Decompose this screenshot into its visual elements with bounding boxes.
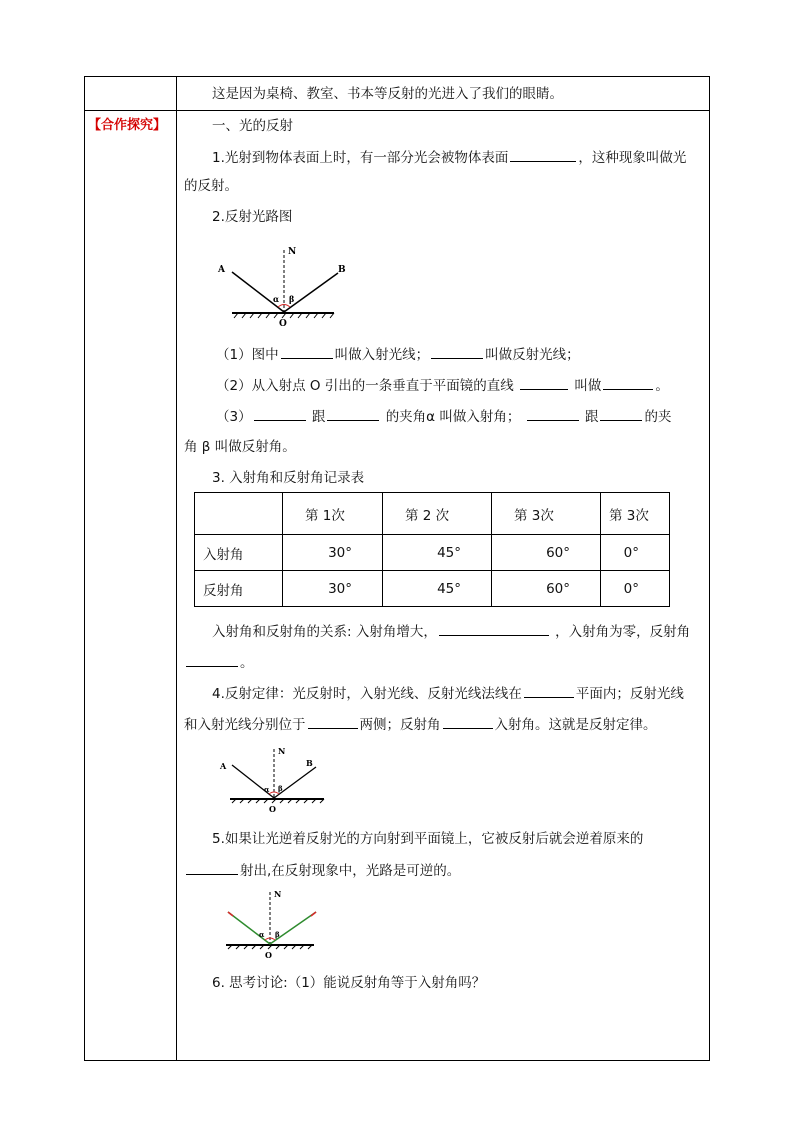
reflection-diagram-1 bbox=[210, 240, 350, 330]
label-n: N bbox=[288, 247, 297, 257]
relation-text-a: 入射角和反射角的关系: 入射角增大， bbox=[212, 624, 437, 640]
q2-3-blank-2[interactable] bbox=[327, 407, 379, 421]
q2-1-text-a: （1）图中 bbox=[216, 347, 279, 363]
table-cell: 60° bbox=[492, 535, 601, 571]
label-n: N bbox=[278, 746, 286, 756]
q4-blank-1[interactable] bbox=[524, 684, 574, 698]
incident-ray bbox=[232, 272, 284, 312]
label-o: O bbox=[265, 950, 272, 960]
reflected-ray-tip bbox=[311, 912, 316, 916]
table-header-row bbox=[195, 493, 670, 535]
label-a: A bbox=[220, 761, 227, 771]
question-2-3-line-2: 角 β 叫做反射角。 bbox=[184, 439, 296, 455]
table-cell: 30° bbox=[283, 571, 383, 607]
label-o: O bbox=[269, 804, 276, 814]
question-2-1 bbox=[216, 345, 580, 364]
q1-text-b: ，这种现象叫做光 bbox=[578, 150, 687, 166]
label-b: B bbox=[306, 758, 313, 768]
table-header-cell: 第 3次 bbox=[492, 493, 601, 535]
question-1-line-2: 的反射。 bbox=[184, 178, 238, 194]
question-3-title: 3. 入射角和反射角记录表 bbox=[212, 470, 365, 486]
table-header-cell bbox=[195, 493, 283, 535]
q4-text-a: 4.反射定律：光反射时，入射光线、反射光线法线在 bbox=[212, 686, 522, 702]
q2-3-blank-3[interactable] bbox=[527, 407, 579, 421]
q5-text-b: 射出,在反射现象中，光路是可逆的。 bbox=[240, 863, 461, 879]
relation-line-1 bbox=[212, 622, 690, 641]
frame-right bbox=[709, 76, 710, 1061]
table-row-label: 反射角 bbox=[195, 571, 283, 607]
label-b: B bbox=[338, 265, 346, 275]
question-2-title: 2.反射光路图 bbox=[212, 209, 293, 225]
q4-text-c: 和入射光线分别位于 bbox=[184, 717, 306, 733]
q1-text-a: 1.光射到物体表面上时，有一部分光会被物体表面 bbox=[212, 150, 509, 166]
angle-record-table bbox=[194, 492, 670, 607]
label-alpha: α bbox=[273, 294, 280, 304]
q2-2-blank-2[interactable] bbox=[603, 376, 653, 390]
question-5-line-1: 5.如果让光逆着反射光的方向射到平面镜上，它被反射后就会逆着原来的 bbox=[212, 831, 644, 847]
frame-top bbox=[84, 76, 710, 77]
table-row bbox=[195, 571, 670, 607]
reflection-diagram-3 bbox=[214, 888, 324, 960]
q2-1-text-c: 叫做反射光线； bbox=[485, 347, 580, 363]
label-alpha: α bbox=[259, 930, 265, 939]
incident-ray-tip bbox=[228, 912, 233, 916]
frame-column-divider bbox=[176, 76, 177, 1061]
q4-text-e: 入射角。这就是反射定律。 bbox=[494, 717, 657, 733]
table-cell: 30° bbox=[283, 535, 383, 571]
q2-1-blank-2[interactable] bbox=[431, 345, 483, 359]
relation-blank-1[interactable] bbox=[439, 622, 549, 636]
reflected-ray bbox=[274, 767, 316, 798]
q2-3-blank-4[interactable] bbox=[600, 407, 642, 421]
label-n: N bbox=[274, 889, 282, 899]
relation-text-c: 。 bbox=[240, 655, 254, 671]
table-header-cell: 第 3次 bbox=[601, 493, 670, 535]
q5-blank[interactable] bbox=[186, 861, 238, 875]
q2-1-blank-1[interactable] bbox=[281, 345, 333, 359]
table-row-label: 入射角 bbox=[195, 535, 283, 571]
relation-line-2 bbox=[184, 653, 254, 672]
reflected-ray bbox=[284, 273, 338, 312]
label-beta: β bbox=[278, 784, 283, 793]
table-cell: 60° bbox=[492, 571, 601, 607]
q2-1-text-b: 叫做入射光线； bbox=[334, 347, 430, 363]
q2-3-text-c: 的夹角α 叫做入射角； bbox=[385, 409, 521, 425]
relation-text-b: ，入射角为零，反射角 bbox=[555, 624, 691, 640]
label-beta: β bbox=[289, 294, 295, 304]
question-4-line-1 bbox=[212, 684, 684, 703]
q4-blank-2[interactable] bbox=[308, 715, 358, 729]
label-alpha: α bbox=[264, 785, 270, 794]
q4-text-d: 两侧；反射角 bbox=[359, 717, 441, 733]
table-cell: 45° bbox=[383, 571, 492, 607]
label-o: O bbox=[279, 319, 287, 329]
section-label: 【合作探究】 bbox=[88, 118, 167, 133]
frame-bottom bbox=[84, 1060, 710, 1061]
q2-3-blank-1[interactable] bbox=[254, 407, 306, 421]
q4-blank-3[interactable] bbox=[443, 715, 493, 729]
table-cell: 0° bbox=[601, 535, 670, 571]
top-row-text: 这是因为桌椅、教室、书本等反射的光进入了我们的眼睛。 bbox=[212, 86, 563, 102]
table-cell: 0° bbox=[601, 571, 670, 607]
section-title: 一、光的反射 bbox=[212, 118, 293, 134]
q2-3-text-e: 的夹 bbox=[644, 409, 672, 425]
question-4-line-2 bbox=[184, 715, 657, 734]
table-cell: 45° bbox=[383, 535, 492, 571]
q2-3-text-a: （3） bbox=[216, 409, 252, 425]
question-6: 6. 思考讨论:（1）能说反射角等于入射角吗？ bbox=[212, 975, 486, 991]
q2-2-text-b: 叫做 bbox=[574, 378, 602, 394]
table-header-cell: 第 2 次 bbox=[383, 493, 492, 535]
q2-2-text-c: 。 bbox=[655, 378, 669, 394]
q4-text-b: 平面内；反射光线 bbox=[575, 686, 684, 702]
question-1-line-1 bbox=[212, 148, 686, 167]
label-beta: β bbox=[275, 930, 280, 939]
q2-3-text-d: 跟 bbox=[584, 409, 599, 425]
q2-2-text-a: （2）从入射点 O 引出的一条垂直于平面镜的直线 bbox=[216, 378, 514, 394]
table-row bbox=[195, 535, 670, 571]
reflection-diagram-2 bbox=[212, 745, 332, 817]
q2-2-blank-1[interactable] bbox=[520, 376, 568, 390]
q1-blank[interactable] bbox=[510, 148, 576, 162]
frame-left bbox=[84, 76, 85, 1061]
q2-3-text-b: 跟 bbox=[311, 409, 326, 425]
incident-ray bbox=[228, 912, 270, 944]
relation-blank-2[interactable] bbox=[186, 653, 238, 667]
reflected-ray bbox=[270, 912, 316, 944]
table-header-cell: 第 1次 bbox=[283, 493, 383, 535]
label-a: A bbox=[218, 265, 225, 275]
question-5-line-2 bbox=[184, 861, 460, 880]
frame-row-divider bbox=[84, 110, 710, 111]
question-2-2 bbox=[216, 376, 669, 395]
question-2-3-line-1 bbox=[216, 407, 671, 426]
